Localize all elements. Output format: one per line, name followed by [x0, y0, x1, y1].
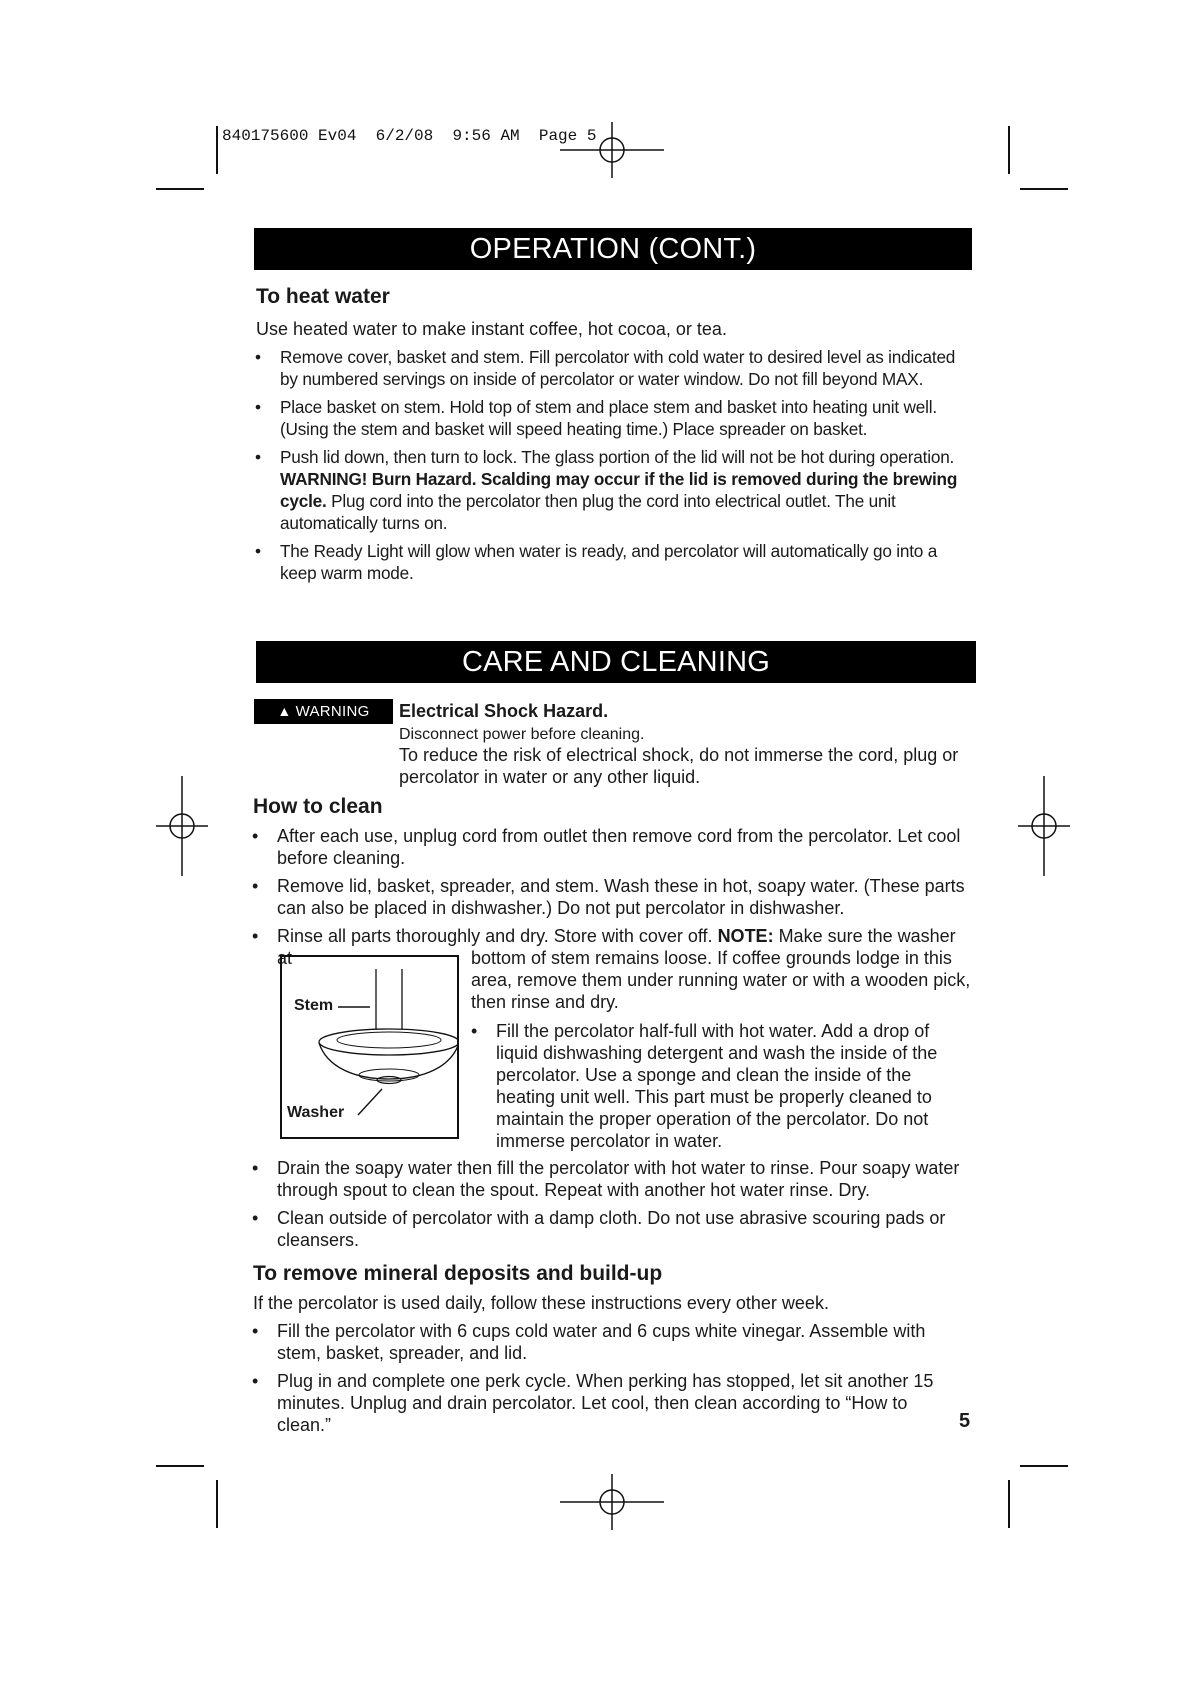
list-item: • Fill the percolator with 6 cups cold water and 6 cups white vinegar. Assemble with stem, basket, spreader, and lid.	[252, 1321, 926, 1363]
registration-mark-icon	[560, 1470, 664, 1534]
crop-mark	[1020, 1465, 1068, 1467]
warning-badge: ▲ WARNING	[254, 699, 393, 724]
list-item: • Clean outside of percolator with a damp cloth. Do not use abrasive scouring pads or cleansers.	[252, 1208, 946, 1250]
fill-step	[471, 1020, 951, 1158]
mineral-steps	[252, 1320, 952, 1442]
warning-text: To reduce the risk of electrical shock, do not immerse the cord, plug or percolator in water or any other liquid.	[399, 745, 959, 787]
warning-subtitle: Disconnect power before cleaning.	[399, 726, 645, 743]
heat-water-steps	[255, 346, 975, 590]
heat-water-heading: To heat water	[256, 285, 390, 308]
rinse-continued-text: bottom of stem remains loose. If coffee grounds lodge in this area, remove them under running water or with a wooden pick, then rinse and dry.	[471, 948, 971, 1012]
list-item: • After each use, unplug cord from outlet then remove cord from the percolator. Let cool before cleaning.	[252, 826, 961, 868]
warning-title: Electrical Shock Hazard.	[399, 701, 609, 721]
print-slug: 840175600 Ev04 6/2/08 9:56 AM Page 5	[222, 127, 597, 145]
crop-mark	[216, 1480, 218, 1528]
list-item: • Plug in and complete one perk cycle. When perking has stopped, let sit another 15 minutes. Unplug and drain percolator. Let cool, then clean according to “How to clean.”	[252, 1371, 934, 1435]
page-number: 5	[959, 1410, 971, 1432]
crop-mark	[156, 1465, 204, 1467]
washer-label: Washer	[287, 1104, 345, 1121]
crop-mark	[1008, 1480, 1010, 1528]
how-to-clean-heading: How to clean	[253, 795, 383, 818]
registration-mark-icon	[1016, 776, 1072, 876]
registration-mark-icon	[154, 776, 210, 876]
care-section-title: CARE AND CLEANING	[256, 641, 976, 683]
list-item: • Remove cover, basket and stem. Fill percolator with cold water to desired level as indicated by numbered servings on inside of percolator or water window. Do not fill beyond MAX.	[255, 347, 956, 389]
list-item: • Rinse all parts thoroughly and dry. Store with cover off. NOTE: Make sure the washer at	[252, 926, 956, 968]
list-item: • The Ready Light will glow when water is ready, and percolator will automatically go into a keep warm mode.	[255, 541, 938, 583]
list-item: • Push lid down, then turn to lock. The glass portion of the lid will not be hot during operation. WARNING! Burn Hazard. Scalding may occur if the lid is removed during the brewing cycle. Plug cord into the percolator then plug the cord into electrical outlet. The unit automatically turns on.	[255, 447, 958, 533]
list-item: • Place basket on stem. Hold top of stem and place stem and basket into heating unit well. (Using the stem and basket will speed heating time.) Place spreader on basket.	[255, 397, 937, 439]
list-item: • Remove lid, basket, spreader, and stem. Wash these in hot, soapy water. (These parts can also be placed in dishwasher.) Do not put percolator in dishwasher.	[252, 876, 965, 918]
warning-triangle-icon: ▲	[277, 703, 292, 719]
burn-hazard-warning: WARNING! Burn Hazard. Scalding may occur if the lid is removed during the brewing cycle.	[280, 469, 958, 511]
after-clean-steps	[252, 1157, 972, 1257]
operation-section-title: OPERATION (CONT.)	[254, 228, 972, 270]
crop-mark	[1020, 188, 1068, 190]
stem-washer-figure	[280, 955, 459, 1139]
stem-label: Stem	[294, 997, 334, 1014]
list-item: • Drain the soapy water then fill the percolator with hot water to rinse. Pour soapy water through spout to clean the spout. Repeat with another hot water rinse. Dry.	[252, 1158, 960, 1200]
heat-water-intro: Use heated water to make instant coffee, hot cocoa, or tea.	[256, 319, 727, 339]
crop-mark	[156, 188, 204, 190]
registration-mark-icon	[560, 118, 664, 182]
list-item: • Fill the percolator half-full with hot water. Add a drop of liquid dishwashing detergent and wash the inside of the percolator. Use a sponge and clean the inside of the heating unit well. This part must be properly cleaned to maintain the proper operation of the percolator. Do not immerse percolator in water.	[471, 1021, 938, 1151]
crop-mark	[1008, 126, 1010, 174]
mineral-intro: If the percolator is used daily, follow these instructions every other week.	[253, 1293, 829, 1313]
mineral-deposits-heading: To remove mineral deposits and build-up	[253, 1262, 663, 1285]
crop-mark	[216, 126, 218, 174]
